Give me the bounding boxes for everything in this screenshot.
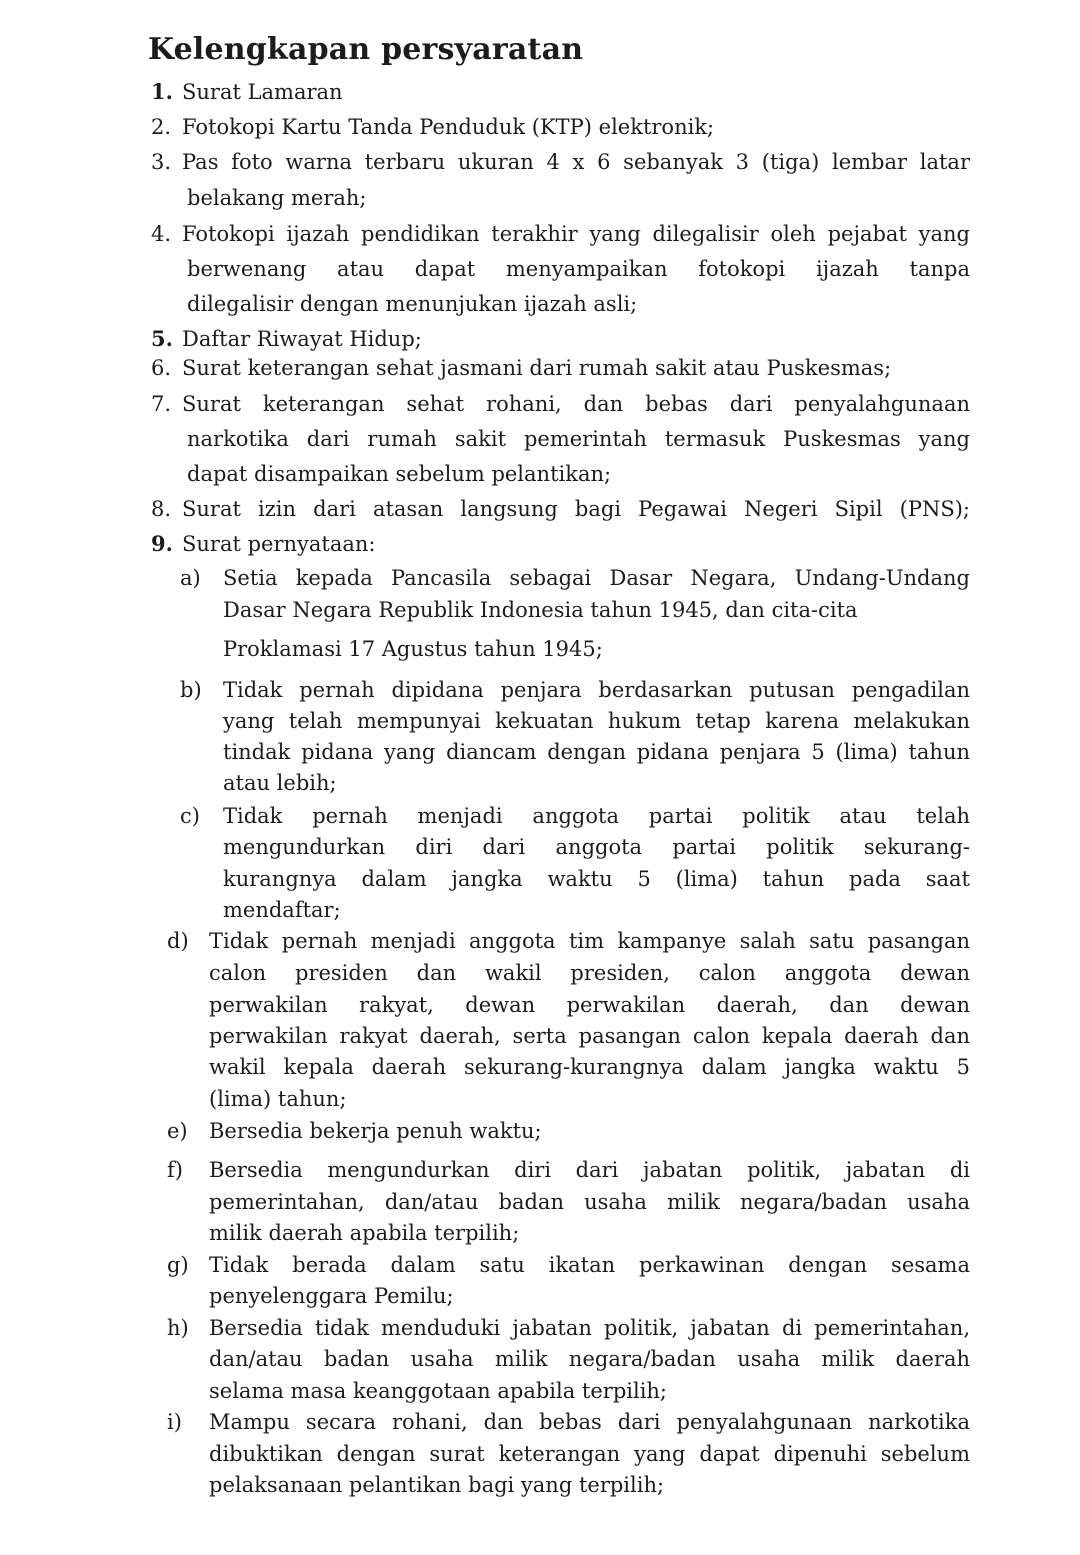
item-text-line: Surat izin dari atasan langsung bagi Pegawai Negeri Sipil (PNS); bbox=[182, 497, 970, 521]
subitem-text-line: Tidak pernah menjadi anggota tim kampanye salah satu pasangan bbox=[209, 929, 970, 953]
subitem-text-line: Tidak berada dalam satu ikatan perkawinan dengan sesama bbox=[209, 1253, 970, 1277]
subitem-text-line: mengundurkan diri dari anggota partai politik sekurang- bbox=[223, 835, 970, 859]
subitem-text-line: penyelenggara Pemilu; bbox=[209, 1284, 454, 1308]
subitem-text-line: Mampu secara rohani, dan bebas dari penyalahgunaan narkotika bbox=[209, 1410, 970, 1434]
subitem-text-line: Tidak pernah dipidana penjara berdasarkan putusan pengadilan bbox=[223, 678, 970, 702]
subitem-text-line: atau lebih; bbox=[223, 771, 337, 795]
item-text-line: Surat pernyataan: bbox=[182, 532, 376, 556]
subitem-text-line: tindak pidana yang diancam dengan pidana penjara 5 (lima) tahun bbox=[223, 740, 970, 764]
subitem-text-line: Bersedia bekerja penuh waktu; bbox=[209, 1119, 542, 1143]
item-number: 2. bbox=[151, 115, 172, 139]
subitem-letter: i) bbox=[167, 1410, 182, 1434]
subitem-text-line: Bersedia tidak menduduki jabatan politik, jabatan di pemerintahan, bbox=[209, 1316, 970, 1340]
subitem-text-line: mendaftar; bbox=[223, 898, 341, 922]
subitem-text-line: wakil kepala daerah sekurang-kurangnya dalam jangka waktu 5 bbox=[209, 1055, 970, 1079]
subitem-text-line: yang telah mempunyai kekuatan hukum tetap karena melakukan bbox=[223, 709, 970, 733]
item-text-line: Surat Lamaran bbox=[182, 80, 343, 104]
subitem-text-line: selama masa keanggotaan apabila terpilih; bbox=[209, 1379, 668, 1403]
item-text-line: Fotokopi Kartu Tanda Penduduk (KTP) elektronik; bbox=[182, 115, 715, 139]
item-number: 9. bbox=[151, 531, 173, 556]
item-text-line: narkotika dari rumah sakit pemerintah termasuk Puskesmas yang bbox=[187, 427, 970, 451]
item-text-line: dilegalisir dengan menunjukan ijazah asli; bbox=[187, 292, 638, 316]
item-number: 4. bbox=[151, 222, 172, 246]
item-text-line: Pas foto warna terbaru ukuran 4 x 6 sebanyak 3 (tiga) lembar latar bbox=[182, 150, 970, 174]
subitem-letter: d) bbox=[167, 929, 189, 953]
item-text-line: Surat keterangan sehat rohani, dan bebas dari penyalahgunaan bbox=[182, 392, 970, 416]
item-text-line: dapat disampaikan sebelum pelantikan; bbox=[187, 462, 612, 486]
item-number: 5. bbox=[151, 326, 173, 351]
subitem-text-line: perwakilan rakyat daerah, serta pasangan calon kepala daerah dan bbox=[209, 1024, 970, 1048]
subitem-text-line: (lima) tahun; bbox=[209, 1087, 347, 1111]
page-title: Kelengkapan persyaratan bbox=[148, 32, 584, 67]
subitem-text-line: pemerintahan, dan/atau badan usaha milik negara/badan usaha bbox=[209, 1190, 970, 1214]
subitem-letter: e) bbox=[167, 1119, 188, 1143]
item-number: 6. bbox=[151, 356, 172, 380]
subitem-text-line: pelaksanaan pelantikan bagi yang terpilih; bbox=[209, 1473, 665, 1497]
subitem-text-line: Dasar Negara Republik Indonesia tahun 1945, dan cita-cita bbox=[223, 598, 858, 622]
subitem-letter: h) bbox=[167, 1316, 189, 1340]
subitem-text-line: milik daerah apabila terpilih; bbox=[209, 1221, 520, 1245]
subitem-letter: c) bbox=[180, 804, 200, 828]
subitem-text-line: Proklamasi 17 Agustus tahun 1945; bbox=[223, 637, 603, 661]
subitem-letter: f) bbox=[167, 1158, 183, 1182]
subitem-letter: a) bbox=[180, 566, 201, 590]
subitem-text-line: dan/atau badan usaha milik negara/badan usaha milik daerah bbox=[209, 1347, 970, 1371]
item-number: 7. bbox=[151, 392, 172, 416]
subitem-text-line: dibuktikan dengan surat keterangan yang dapat dipenuhi sebelum bbox=[209, 1442, 970, 1466]
subitem-text-line: Tidak pernah menjadi anggota partai politik atau telah bbox=[223, 804, 970, 828]
item-number: 1. bbox=[151, 79, 173, 104]
item-number: 3. bbox=[151, 150, 172, 174]
subitem-text-line: Setia kepada Pancasila sebagai Dasar Negara, Undang-Undang bbox=[223, 566, 970, 590]
item-number: 8. bbox=[151, 497, 172, 521]
item-text-line: Fotokopi ijazah pendidikan terakhir yang dilegalisir oleh pejabat yang bbox=[182, 222, 970, 246]
subitem-text-line: Bersedia mengundurkan diri dari jabatan politik, jabatan di bbox=[209, 1158, 970, 1182]
subitem-text-line: kurangnya dalam jangka waktu 5 (lima) tahun pada saat bbox=[223, 867, 970, 891]
item-text-line: belakang merah; bbox=[187, 186, 367, 210]
subitem-letter: b) bbox=[180, 678, 202, 702]
item-text-line: Daftar Riwayat Hidup; bbox=[182, 327, 422, 351]
item-text-line: berwenang atau dapat menyampaikan fotokopi ijazah tanpa bbox=[187, 257, 970, 281]
subitem-text-line: perwakilan rakyat, dewan perwakilan daerah, dan dewan bbox=[209, 993, 970, 1017]
subitem-letter: g) bbox=[167, 1253, 189, 1277]
item-text-line: Surat keterangan sehat jasmani dari rumah sakit atau Puskesmas; bbox=[182, 356, 892, 380]
subitem-text-line: calon presiden dan wakil presiden, calon anggota dewan bbox=[209, 961, 970, 985]
